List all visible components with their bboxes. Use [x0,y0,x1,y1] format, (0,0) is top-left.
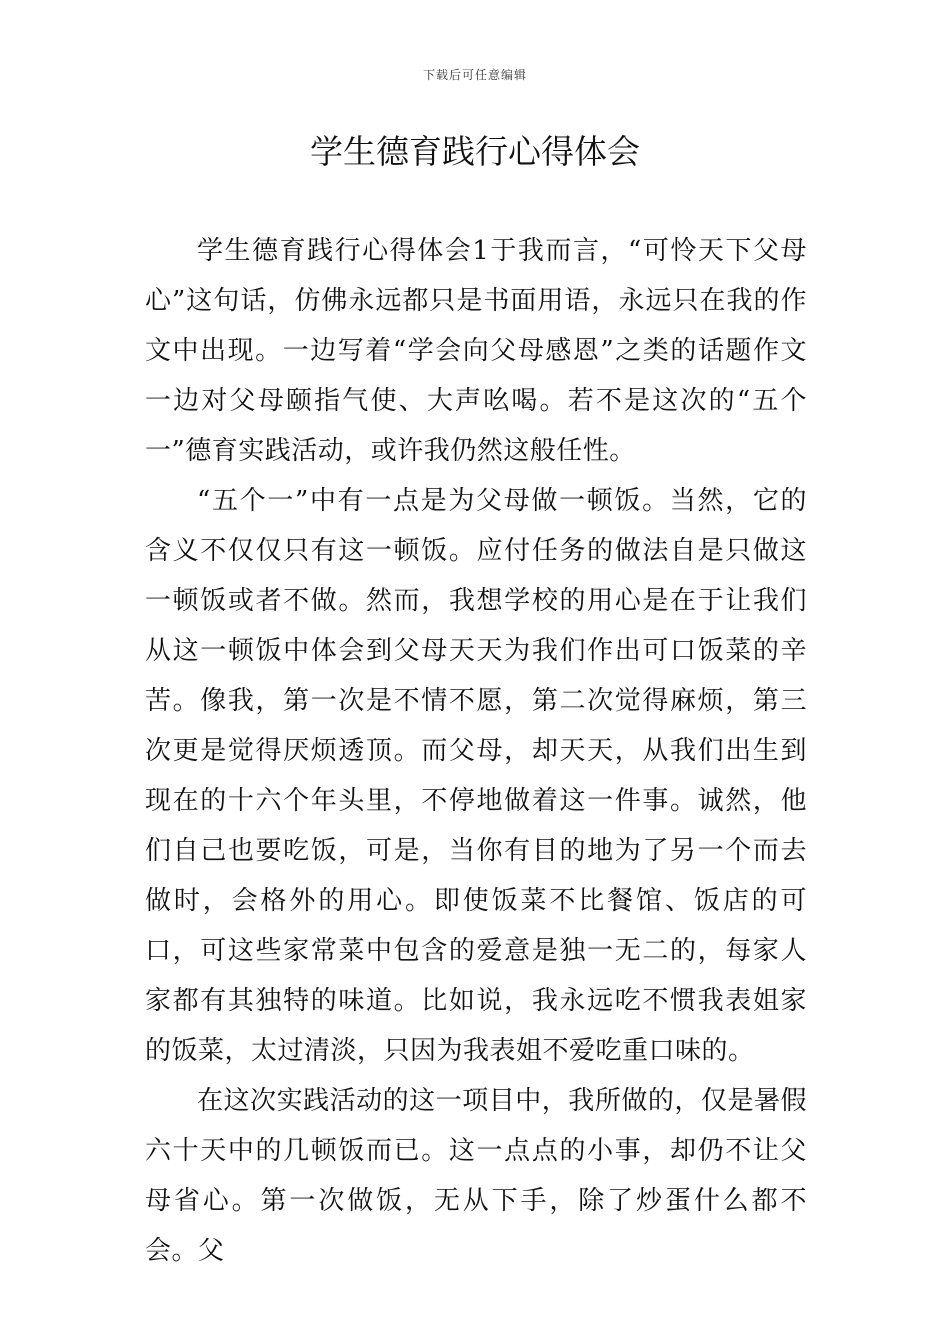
paragraph-1: 学生德育践行心得体会1于我而言，“可怜天下父母心”这句话，仿佛永远都只是书面用语，永远只在我的作文中出现。一边写着“学会向父母感恩”之类的话题作文一边对父母颐指气使、大声吆喝。若不是这次的“五个一”德育实践活动，或许我仍然这般任性。 [145,236,807,466]
document-body [145,226,807,1276]
page-title: 学生德育践行心得体会 [310,132,640,171]
paragraph-3: 在这次实践活动的这一项目中，我所做的，仅是暑假六十天中的几顿饭而已。这一点点的小事，却仍不让父母省心。第一次做饭，无从下手，除了炒蛋什么都不会。父 [145,1086,807,1266]
header-note: 下载后可任意编辑 [422,68,527,82]
paragraph-2: “五个一”中有一点是为父母做一顿饭。当然，它的含义不仅仅只有这一顿饭。应付任务的做法自是只做这一顿饭或者不做。然而，我想学校的用心是在于让我们从这一顿饭中体会到父母天天为我们作出可口饭菜的辛苦。像我，第一次是不情不愿，第二次觉得麻烦，第三次更是觉得厌烦透顶。而父母，却天天，从我们出生到现在的十六个年头里，不停地做着这一件事。诚然，他们自己也要吃饭，可是，当你有目的地为了另一个而去做时，会格外的用心。即使饭菜不比餐馆、饭店的可口，可这些家常菜中包含的爱意是独一无二的，每家人家都有其独特的味道。比如说，我永远吃不惯我表姐家的饭菜，太过清淡，只因为我表姐不爱吃重口味的。 [145,486,807,1066]
